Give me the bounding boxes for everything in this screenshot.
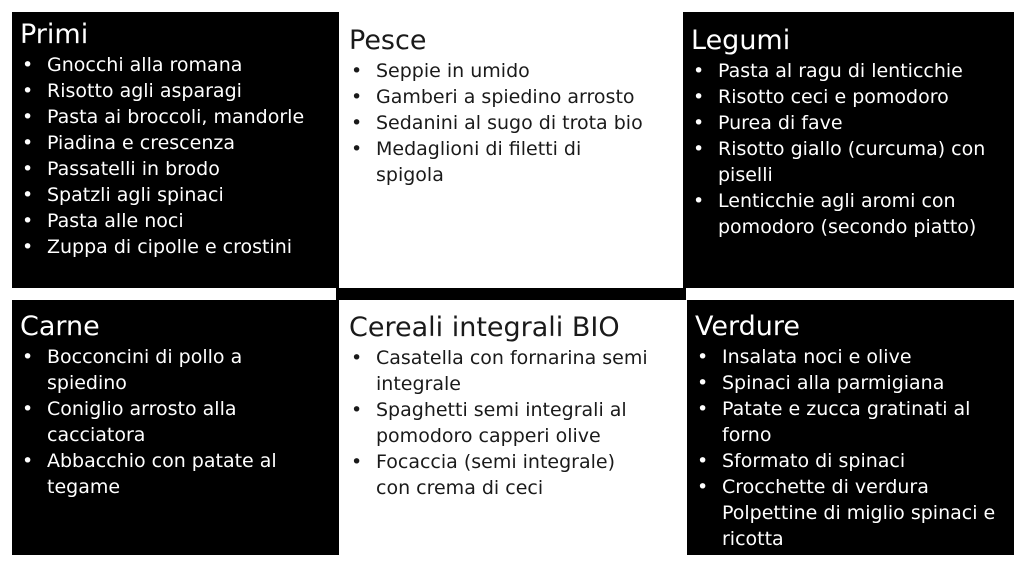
list-item: • Risotto agli asparagi: [20, 78, 333, 104]
list-item: • Zuppa di cipolle e crostini: [20, 234, 333, 260]
list-pesce: [349, 58, 649, 188]
list-primi: [20, 52, 333, 260]
panel-verdure: [687, 300, 1014, 555]
list-item: • Sedanini al sugo di trota bio: [349, 110, 649, 136]
list-item: • Coniglio arrosto alla cacciatora: [20, 396, 320, 448]
list-item: • Crocchette di verdura: [695, 474, 1008, 500]
panel-title-primi: Primi: [20, 19, 89, 50]
panel-title-verdure: Verdure: [695, 311, 800, 342]
list-item: • Risotto giallo (curcuma) con piselli: [691, 136, 988, 188]
list-cereali: [349, 345, 681, 501]
list-item: • Spinaci alla parmigiana: [695, 370, 1008, 396]
list-item: • Medaglioni di filetti di spigola: [349, 136, 649, 188]
list-item: • Piadina e crescenza: [20, 130, 333, 156]
list-carne: [20, 344, 320, 500]
list-item: • Focaccia (semi integrale) con crema di ceci: [349, 449, 646, 501]
list-item: • Lenticchie agli aromi con pomodoro (secondo piatto): [691, 188, 1008, 240]
list-item: • Spaghetti semi integrali al pomodoro capperi olive: [349, 397, 646, 449]
list-item: • Bocconcini di pollo a spiedino: [20, 344, 320, 396]
panel-primi: [12, 12, 339, 288]
list-verdure: [695, 344, 1008, 552]
list-item: • Gnocchi alla romana: [20, 52, 333, 78]
panel-legumi: [683, 12, 1014, 288]
panel-cereali: [341, 305, 681, 555]
panel-title-cereali: Cereali integrali BIO: [349, 312, 620, 343]
list-item: • Passatelli in brodo: [20, 156, 333, 182]
list-item: • Casatella con fornarina semi integrale: [349, 345, 681, 397]
panel-title-legumi: Legumi: [691, 25, 791, 56]
list-item: • Gamberi a spiedino arrosto: [349, 84, 649, 110]
list-item: • Seppie in umido: [349, 58, 649, 84]
list-item: • Purea di fave: [691, 110, 1008, 136]
list-item: • Risotto ceci e pomodoro: [691, 84, 1008, 110]
list-item: • Pasta ai broccoli, mandorle: [20, 104, 333, 130]
list-item: • Spatzli agli spinaci: [20, 182, 333, 208]
list-item: • Pasta alle noci: [20, 208, 333, 234]
list-legumi: [691, 58, 1008, 240]
panel-carne: [12, 300, 339, 555]
list-item: • Insalata noci e olive: [695, 344, 1008, 370]
list-item: • Pasta al ragu di lenticchie: [691, 58, 1008, 84]
panel-title-pesce: Pesce: [349, 25, 427, 56]
list-item: • Abbacchio con patate al tegame: [20, 448, 320, 500]
list-item: • Sformato di spinaci: [695, 448, 1008, 474]
divider-bar: [336, 288, 686, 300]
panel-pesce: [341, 18, 681, 286]
list-item: • Patate e zucca gratinati al forno: [695, 396, 1002, 448]
panel-title-carne: Carne: [20, 311, 100, 342]
list-item: Polpettine di miglio spinaci e ricotta: [722, 502, 996, 550]
